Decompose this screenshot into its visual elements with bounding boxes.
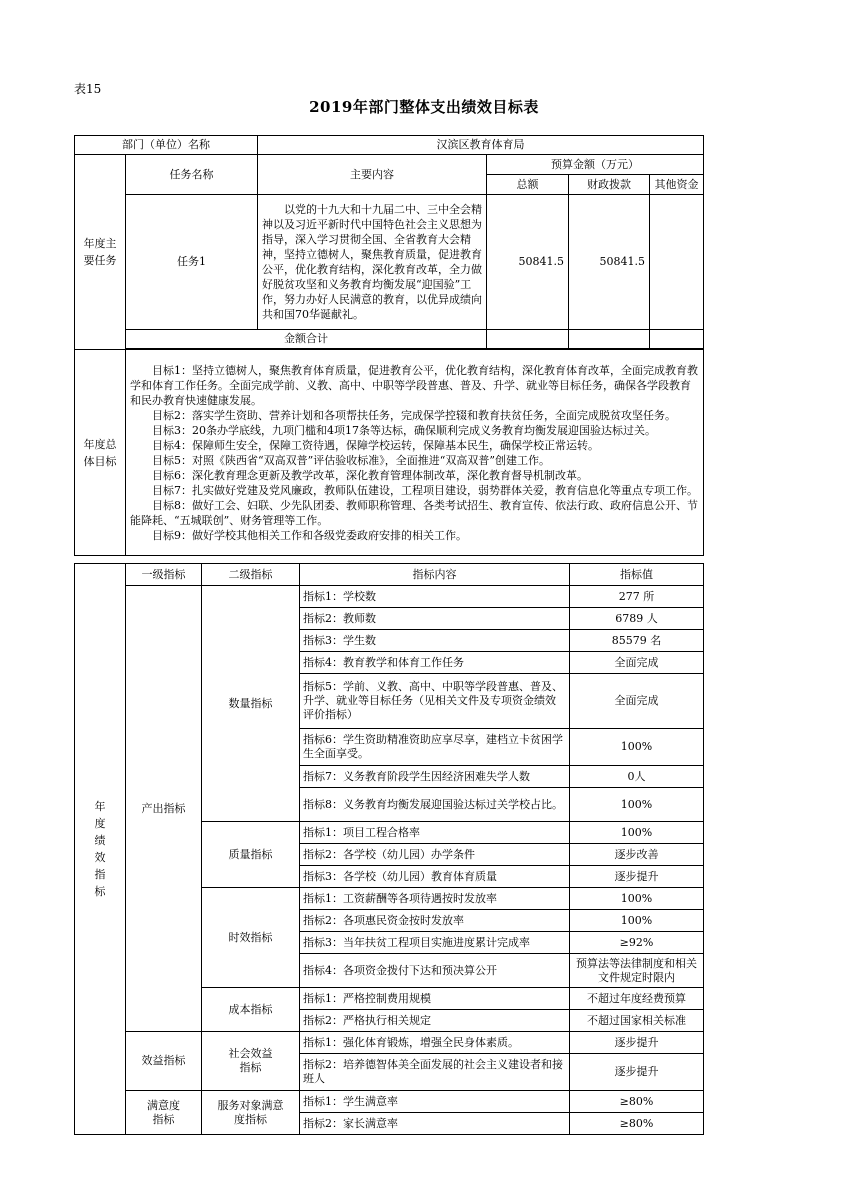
page-title: 2019年部门整体支出绩效目标表 xyxy=(309,98,539,116)
task-content: 以党的十九大和十九届二中、三中全会精神以及习近平新时代中国特色社会主义思想为指导，深入学习贯彻全国、全省教育大会精神，坚持立德树人，聚焦教育质量，促进教育公平，优化教育结构，深化教育改革，全力做好脱贫攻坚和义务教育均衡发展“迎国验”工作，努力办好人民满意的教育，以优异成绩向共和国70华诞献礼。 xyxy=(258,195,487,330)
indicator-content: 指标4：各项资金拨付下达和预决算公开 xyxy=(300,954,570,988)
indicator-content: 指标2：各项惠民资金按时发放率 xyxy=(300,910,570,932)
indicator-value: 100% xyxy=(570,888,704,910)
indicator-value: ≥80% xyxy=(570,1091,704,1113)
indicator-content: 指标1：项目工程合格率 xyxy=(300,822,570,844)
indicator-value: 全面完成 xyxy=(570,652,704,674)
indicator-value: 6789 人 xyxy=(570,608,704,630)
indicator-value: 逐步改善 xyxy=(570,844,704,866)
task-total: 50841.5 xyxy=(487,195,569,330)
goal-item: 目标5：对照《陕西省“双高双普”评估验收标准》，全面推进“双高双普”创建工作。 xyxy=(152,453,550,467)
satisfaction-label: 满意度指标 xyxy=(126,1091,202,1135)
annual-tasks-label: 年度主要任务 xyxy=(75,155,126,350)
performance-indicator-table xyxy=(74,563,704,1135)
indicator-value: 逐步提升 xyxy=(570,1032,704,1054)
task-fiscal: 50841.5 xyxy=(569,195,650,330)
indicator-value: ≥92% xyxy=(570,932,704,954)
budget-header: 预算金额（万元） xyxy=(487,155,704,175)
indicator-content: 指标2：培养德智体美全面发展的社会主义建设者和接班人 xyxy=(300,1054,570,1091)
indicator-value: 100% xyxy=(570,729,704,766)
indicator-content: 指标2：家长满意率 xyxy=(300,1113,570,1135)
total-header: 总额 xyxy=(487,175,569,195)
cost-label: 成本指标 xyxy=(202,988,300,1032)
amount-total-fiscal xyxy=(569,330,650,349)
indicator-content: 指标1：严格控制费用规模 xyxy=(300,988,570,1010)
indicator-content: 指标4：教育教学和体育工作任务 xyxy=(300,652,570,674)
dept-label: 部门（单位）名称 xyxy=(75,136,258,155)
amount-total-other xyxy=(650,330,704,349)
goal-item: 目标1：坚持立德树人，聚焦教育体育质量，促进教育公平，优化教育结构，深化教育体育改革，全面完成教育教学和体育工作任务。全面完成学前、义教、高中、中职等学段普惠、普及、升学、就业等目标任务，确保各学段教育和民办教育快速健康发展。 xyxy=(130,363,698,407)
goal-item: 目标4：保障师生安全，保障工资待遇，保障学校运转，保障基本民生，确保学校正常运转。 xyxy=(152,438,599,452)
indicator-content: 指标5：学前、义教、高中、中职等学段普惠、普及、升学、就业等目标任务（见相关文件及专项资金绩效评价指标） xyxy=(300,674,570,729)
indicator-content: 指标2：严格执行相关规定 xyxy=(300,1010,570,1032)
quantity-label: 数量指标 xyxy=(202,586,300,822)
indicator-content: 指标1：强化体育锻炼，增强全民身体素质。 xyxy=(300,1032,570,1054)
task-name: 任务1 xyxy=(126,195,258,330)
goal-item: 目标7：扎实做好党建及党风廉政，教师队伍建设，工程项目建设，弱势群体关爱，教育信息化等重点专项工作。 xyxy=(152,483,698,497)
indicator-content: 指标1：工资薪酬等各项待遇按时发放率 xyxy=(300,888,570,910)
overall-goals xyxy=(126,350,704,556)
indicator-content: 指标6：学生资助精准资助应享尽享，建档立卡贫困学生全面享受。 xyxy=(300,729,570,766)
fiscal-header: 财政拨款 xyxy=(569,175,650,195)
amount-total-label: 金额合计 xyxy=(126,330,487,349)
dept-value: 汉滨区教育体育局 xyxy=(258,136,704,155)
goal-item: 目标9：做好学校其他相关工作和各级党委政府安排的相关工作。 xyxy=(152,528,467,542)
other-header: 其他资金 xyxy=(650,175,704,195)
task-other xyxy=(650,195,704,330)
social-label: 社会效益指标 xyxy=(202,1032,300,1091)
indicator-value: 不超过国家相关标准 xyxy=(570,1010,704,1032)
indicator-content: 指标1：学生满意率 xyxy=(300,1091,570,1113)
budget-task-table xyxy=(74,135,704,556)
output-label: 产出指标 xyxy=(126,586,202,1032)
goal-item: 目标8：做好工会、妇联、少先队团委、教师职称管理、各类考试招生、教育宣传、依法行政、政府信息公开、节能降耗、“五城联创”、财务管理等工作。 xyxy=(130,498,698,527)
task-name-header: 任务名称 xyxy=(126,155,258,195)
table-number: 表15 xyxy=(74,82,102,96)
goal-item: 目标2：落实学生资助、营养计划和各项帮扶任务，完成保学控辍和教育扶贫任务，全面完成脱贫攻坚任务。 xyxy=(152,408,676,422)
indicator-content: 指标7：义务教育阶段学生因经济困难失学人数 xyxy=(300,766,570,788)
indicator-content: 指标3：学生数 xyxy=(300,630,570,652)
indicator-content: 指标3：各学校（幼儿园）教育体育质量 xyxy=(300,866,570,888)
goal-item: 目标3：20条办学底线，九项门槛和4项17条等达标，确保顺利完成义务教育均衡发展迎国验达标过关。 xyxy=(152,423,656,437)
indicator-value: 0人 xyxy=(570,766,704,788)
col-content: 指标内容 xyxy=(300,564,570,586)
indicator-value: 100% xyxy=(570,788,704,822)
col-level2: 二级指标 xyxy=(202,564,300,586)
indicator-content: 指标8：义务教育均衡发展迎国验达标过关学校占比。 xyxy=(300,788,570,822)
main-content-header: 主要内容 xyxy=(258,155,487,195)
indicator-value: 逐步提升 xyxy=(570,1054,704,1091)
amount-total-value xyxy=(487,330,569,349)
indicator-value: 预算法等法律制度和相关文件规定时限内 xyxy=(570,954,704,988)
indicator-value: 85579 名 xyxy=(570,630,704,652)
service-label: 服务对象满意度指标 xyxy=(202,1091,300,1135)
indicator-value: ≥80% xyxy=(570,1113,704,1135)
benefit-label: 效益指标 xyxy=(126,1032,202,1091)
indicator-value: 不超过年度经费预算 xyxy=(570,988,704,1010)
indicator-value: 277 所 xyxy=(570,586,704,608)
quality-label: 质量指标 xyxy=(202,822,300,888)
goal-item: 目标6：深化教育理念更新及教学改革，深化教育管理体制改革，深化教育督导机制改革。 xyxy=(152,468,588,482)
indicator-content: 指标2：各学校（幼儿园）办学条件 xyxy=(300,844,570,866)
indicator-value: 100% xyxy=(570,910,704,932)
indicator-value: 逐步提升 xyxy=(570,866,704,888)
col-level1: 一级指标 xyxy=(126,564,202,586)
indicator-content: 指标3：当年扶贫工程项目实施进度累计完成率 xyxy=(300,932,570,954)
indicator-value: 全面完成 xyxy=(570,674,704,729)
overall-goals-label: 年度总体目标 xyxy=(75,350,126,556)
indicator-value: 100% xyxy=(570,822,704,844)
indicator-content: 指标2：教师数 xyxy=(300,608,570,630)
perf-label: 年度绩效指标 xyxy=(75,564,126,1135)
col-value: 指标值 xyxy=(570,564,704,586)
timeliness-label: 时效指标 xyxy=(202,888,300,988)
indicator-content: 指标1：学校数 xyxy=(300,586,570,608)
